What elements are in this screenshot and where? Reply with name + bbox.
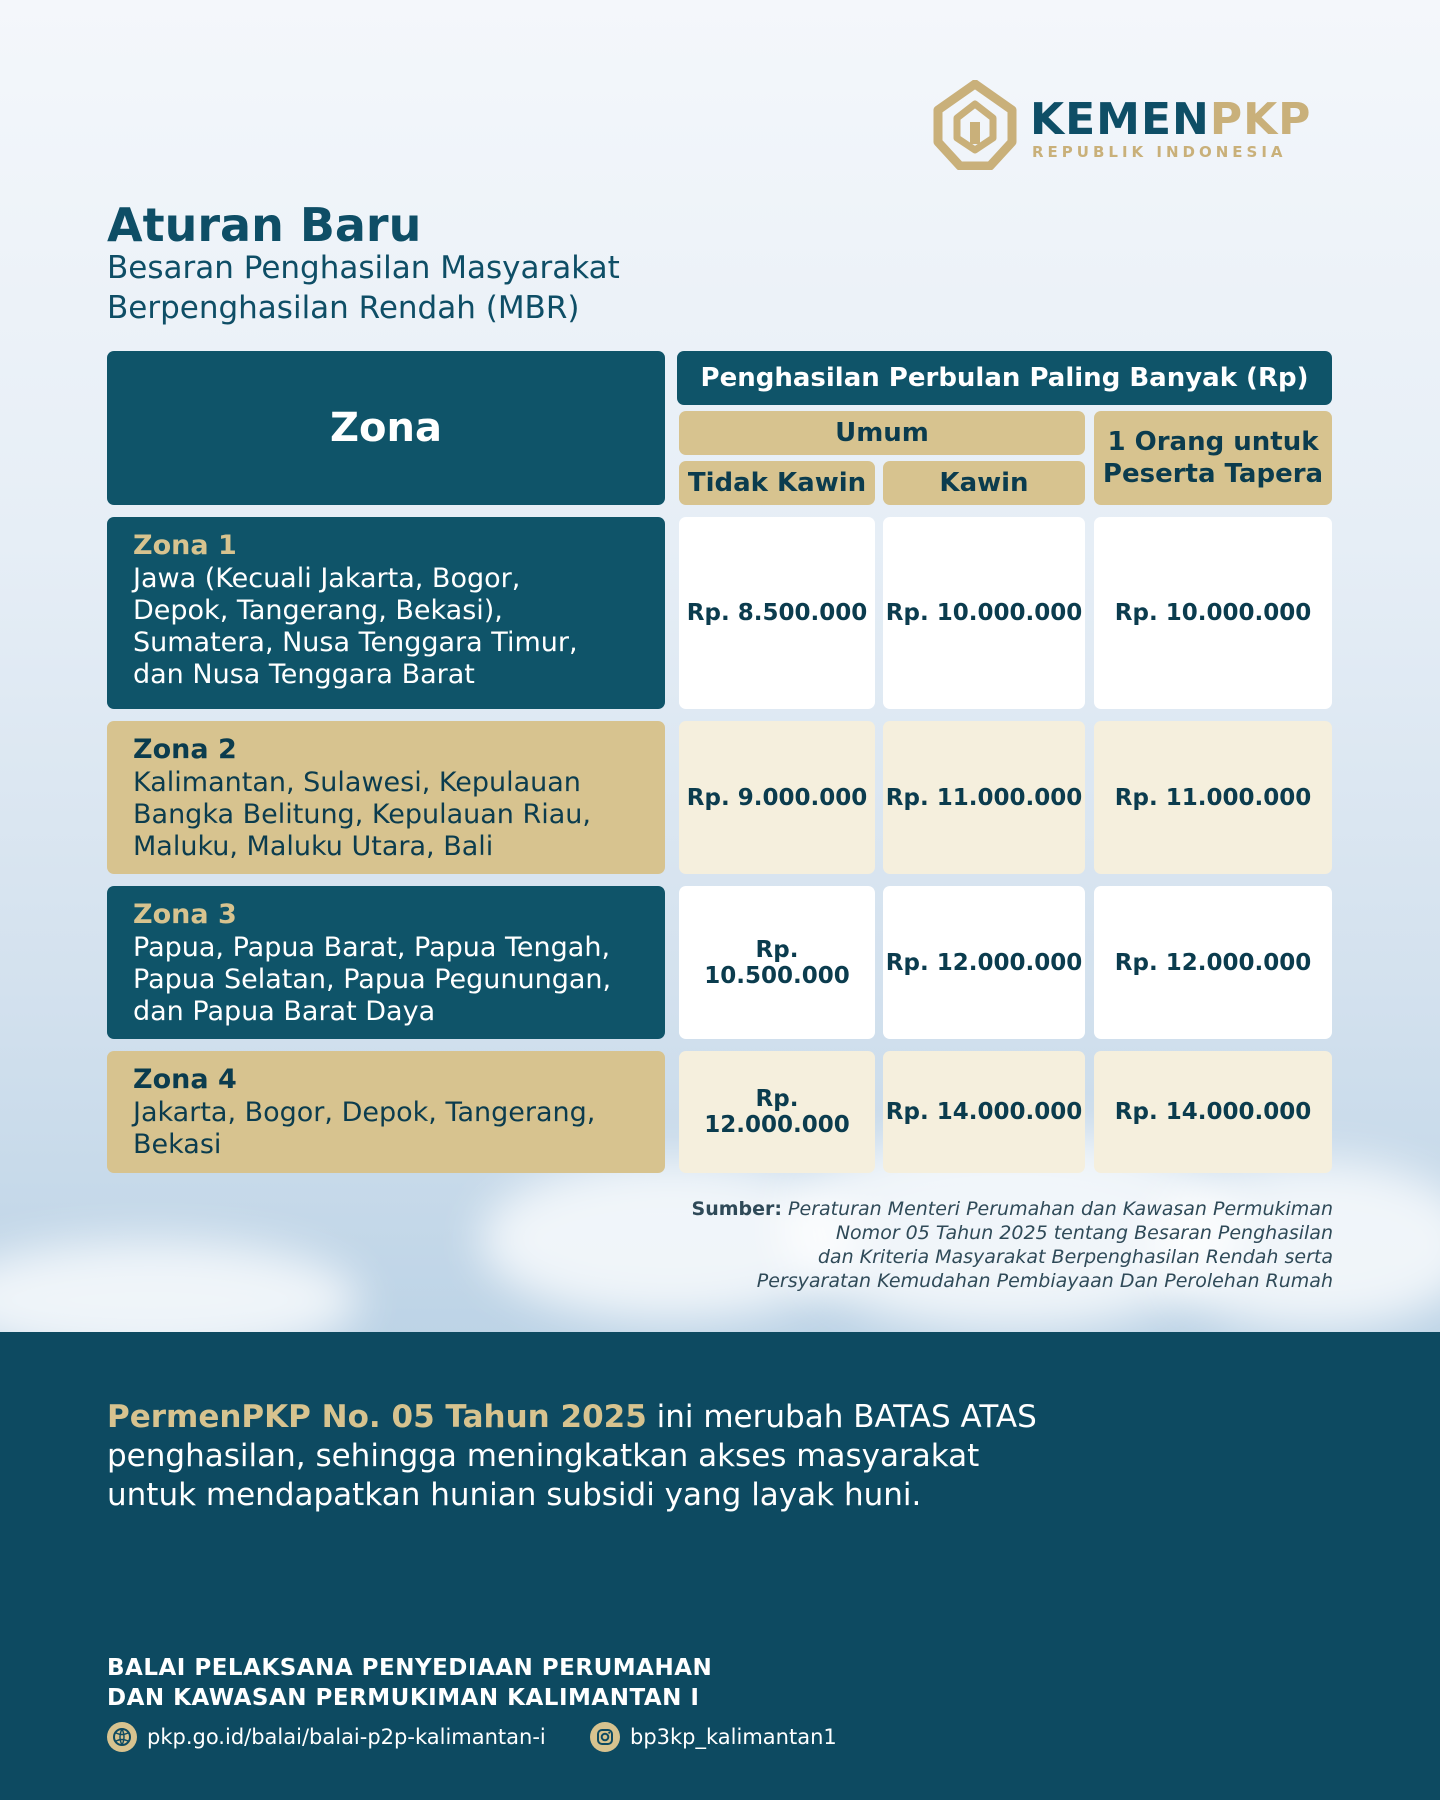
table-cell: Rp. 8.500.000 (679, 517, 875, 709)
zona-header: Zona (107, 351, 665, 505)
table-cell: Rp. 14.000.000 (883, 1051, 1085, 1173)
instagram-icon (590, 1722, 620, 1752)
kemenpkp-logo (930, 80, 1312, 170)
instagram-link[interactable] (590, 1722, 837, 1752)
instagram-handle[interactable]: bp3kp_kalimantan1 (630, 1725, 837, 1749)
footer-statement: PermenPKP No. 05 Tahun 2025 ini merubah BATAS ATAS penghasilan, sehingga meningkatkan akses masyarakat untuk mendapatkan hunian subsidi yang layak huni. (107, 1399, 1037, 1513)
table-cell: Rp. 9.000.000 (679, 721, 875, 874)
website-link[interactable] (107, 1722, 546, 1752)
table-cell: Rp. 14.000.000 (1094, 1051, 1332, 1173)
zona-3-cell: Zona 3 Papua, Papua Barat, Papua Tengah, Papua Selatan, Papua Pegunungan, dan Papua Barat Daya (107, 886, 665, 1039)
zona-2-cell: Zona 2 Kalimantan, Sulawesi, Kepulauan Bangka Belitung, Kepulauan Riau, Maluku, Maluku Utara, Bali (107, 721, 665, 874)
table-cell: Rp. 12.000.000 (883, 886, 1085, 1039)
table-cell: Rp. 10.000.000 (1094, 517, 1332, 709)
kemenpkp-emblem-icon (930, 80, 1020, 170)
zona-4-cell: Zona 4 Jakarta, Bogor, Depok, Tangerang, Bekasi (107, 1051, 665, 1173)
logo-brand: KEMENPKP (1030, 94, 1312, 145)
table-cell: Rp. 12.000.000 (679, 1051, 875, 1173)
page-subtitle: Besaran Penghasilan Masyarakat Berpenghasilan Rendah (MBR) (107, 250, 620, 326)
logo-tagline: REPUBLIK INDONESIA (1032, 143, 1287, 161)
tidak-kawin-header: Tidak Kawin (679, 461, 875, 505)
table-cell: Rp. 10.000.000 (883, 517, 1085, 709)
table-cell: Rp. 11.000.000 (1094, 721, 1332, 874)
source-note: Sumber: Peraturan Menteri Perumahan dan Kawasan Permukiman Nomor 05 Tahun 2025 tentang Besaran Penghasilan dan Kriteria Masyarakat Berpenghasilan Rendah serta Persyaratan Kemudahan Pembiayaan Dan Perolehan Rumah (691, 1198, 1333, 1292)
tapera-header: 1 Orang untuk Peserta Tapera (1094, 411, 1332, 505)
website-url[interactable]: pkp.go.id/balai/balai-p2p-kalimantan-i (147, 1725, 546, 1749)
table-cell: Rp. 11.000.000 (883, 721, 1085, 874)
zona-1-cell: Zona 1 Jawa (Kecuali Jakarta, Bogor, Depok, Tangerang, Bekasi), Sumatera, Nusa Tenggara Timur, dan Nusa Tenggara Barat (107, 517, 665, 709)
page-title: Aturan Baru (107, 198, 422, 252)
table-cell: Rp. 12.000.000 (1094, 886, 1332, 1039)
umum-header: Umum (679, 411, 1085, 455)
organization-name: BALAI PELAKSANA PENYEDIAAN PERUMAHAN DAN KAWASAN PERMUKIMAN KALIMANTAN I (107, 1655, 713, 1711)
income-header: Penghasilan Perbulan Paling Banyak (Rp) (677, 351, 1332, 405)
table-cell: Rp. 10.500.000 (679, 886, 875, 1039)
kawin-header: Kawin (883, 461, 1085, 505)
globe-icon (107, 1722, 137, 1752)
